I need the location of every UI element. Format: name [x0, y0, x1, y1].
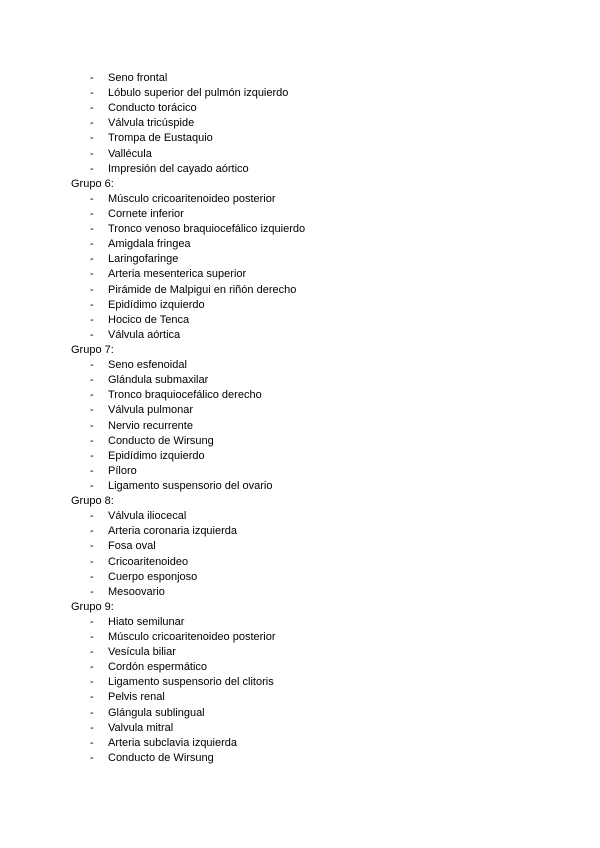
- list-item-text: Seno esfenoidal: [108, 359, 187, 372]
- bullet-dash: -: [90, 691, 94, 704]
- group-heading: Grupo 7:: [71, 343, 114, 356]
- bullet-dash: -: [90, 721, 94, 734]
- list-item: [0, 403, 600, 418]
- list-item-text: Músculo cricoaritenoideo posterior: [108, 192, 276, 205]
- list-item: [0, 192, 600, 207]
- list-item-text: Píloro: [108, 464, 137, 477]
- list-item: [0, 615, 600, 630]
- bullet-dash: -: [90, 676, 94, 689]
- list-item-text: Pelvis renal: [108, 691, 165, 704]
- bullet-dash: -: [90, 540, 94, 553]
- list-item: [0, 645, 600, 660]
- list-item-text: Vesícula biliar: [108, 646, 176, 659]
- bullet-dash: -: [90, 706, 94, 719]
- list-item: [0, 419, 600, 434]
- list-item: [0, 736, 600, 751]
- bullet-dash: -: [90, 555, 94, 568]
- list-item: [0, 298, 600, 313]
- list-item-text: Valvula mitral: [108, 721, 174, 734]
- list-item-text: Válvula iliocecal: [108, 510, 187, 523]
- document-page: [0, 71, 600, 766]
- bullet-dash: -: [90, 223, 94, 236]
- list-item-text: Hiato semilunar: [108, 615, 185, 628]
- list-item-text: Cricoaritenoideo: [108, 555, 189, 568]
- list-item: [0, 706, 600, 721]
- group-section: [0, 600, 600, 766]
- list-item-text: Cordón espermático: [108, 661, 208, 674]
- bullet-dash: -: [90, 117, 94, 130]
- list-item-text: Cuerpo esponjoso: [108, 570, 198, 583]
- list-item: [0, 358, 600, 373]
- list-item: [0, 675, 600, 690]
- bullet-dash: -: [90, 207, 94, 220]
- list-item: [0, 373, 600, 388]
- list-item-text: Glándula submaxilar: [108, 374, 209, 387]
- bullet-dash: -: [90, 374, 94, 387]
- list-item: [0, 86, 600, 101]
- list-item-text: Ligamento suspensorio del ovario: [108, 479, 273, 492]
- bullet-dash: -: [90, 570, 94, 583]
- list-item: [0, 131, 600, 146]
- list-item-text: Vallécula: [108, 147, 152, 160]
- list-item-text: Laringofaringe: [108, 253, 179, 266]
- list-item-text: Hocico de Tenca: [108, 313, 190, 326]
- bullet-dash: -: [90, 615, 94, 628]
- list-item: [0, 690, 600, 705]
- bullet-dash: -: [90, 298, 94, 311]
- bullet-dash: -: [90, 147, 94, 160]
- list-item-text: Fosa oval: [108, 540, 156, 553]
- list-item: [0, 570, 600, 585]
- list-item-text: Válvula aórtica: [108, 328, 181, 341]
- list-item: [0, 555, 600, 570]
- list-item-text: Tronco venoso braquiocefálico izquierdo: [108, 223, 306, 236]
- list-item: [0, 434, 600, 449]
- bullet-dash: -: [90, 72, 94, 84]
- list-item-text: Amigdala fringea: [108, 238, 191, 251]
- bullet-dash: -: [90, 646, 94, 659]
- list-item: [0, 479, 600, 494]
- group-section: [0, 343, 600, 494]
- list-item: [0, 630, 600, 645]
- group-heading: Grupo 6:: [71, 177, 114, 190]
- bullet-dash: -: [90, 631, 94, 644]
- list-item-text: Conducto de Wirsung: [108, 751, 214, 764]
- bullet-dash: -: [90, 389, 94, 402]
- list-item-text: Tronco braquiocefálico derecho: [108, 389, 262, 402]
- list-item-text: Válvula pulmonar: [108, 404, 193, 417]
- bullet-dash: -: [90, 479, 94, 492]
- bullet-dash: -: [90, 238, 94, 251]
- bullet-dash: -: [90, 434, 94, 447]
- bullet-dash: -: [90, 192, 94, 205]
- bullet-dash: -: [90, 102, 94, 115]
- list-item: [0, 585, 600, 600]
- bullet-dash: -: [90, 359, 94, 372]
- list-item-text: Conducto de Wirsung: [108, 434, 214, 447]
- bullet-dash: -: [90, 510, 94, 523]
- list-item-text: Arteria coronaria izquierda: [108, 525, 238, 538]
- bullet-dash: -: [90, 268, 94, 281]
- list-item: [0, 524, 600, 539]
- list-item-text: Epidídimo izquierdo: [108, 298, 205, 311]
- list-item: [0, 162, 600, 177]
- list-item: [0, 721, 600, 736]
- list-item: [0, 464, 600, 479]
- list-item: [0, 660, 600, 675]
- list-item-text: Ligamento suspensorio del clitoris: [108, 676, 274, 689]
- bullet-dash: -: [90, 328, 94, 341]
- list-item: [0, 101, 600, 116]
- bullet-dash: -: [90, 751, 94, 764]
- list-item-text: Lóbulo superior del pulmón izquierdo: [108, 87, 289, 100]
- bullet-dash: -: [90, 585, 94, 598]
- list-item: [0, 539, 600, 554]
- bullet-dash: -: [90, 87, 94, 100]
- list-item-text: Músculo cricoaritenoideo posterior: [108, 631, 276, 644]
- list-item-text: Impresión del cayado aórtico: [108, 162, 249, 175]
- list-item: [0, 751, 600, 766]
- bullet-dash: -: [90, 464, 94, 477]
- list-item-text: Pirámide de Malpigui en riñón derecho: [108, 283, 297, 296]
- list-item: [0, 222, 600, 237]
- list-item: [0, 449, 600, 464]
- list-item: [0, 388, 600, 403]
- bullet-dash: -: [90, 132, 94, 145]
- list-item-text: Cornete inferior: [108, 207, 184, 220]
- list-item-text: Mesoovario: [108, 585, 165, 598]
- bullet-dash: -: [90, 449, 94, 462]
- bullet-dash: -: [90, 283, 94, 296]
- list-item-text: Glángula sublingual: [108, 706, 205, 719]
- group-section: [0, 71, 600, 177]
- list-item: [0, 71, 600, 86]
- bullet-dash: -: [90, 162, 94, 175]
- list-item: [0, 313, 600, 328]
- list-item-text: Válvula tricúspide: [108, 117, 195, 130]
- list-item-text: Seno frontal: [108, 72, 168, 84]
- group-section: [0, 177, 600, 343]
- list-item: [0, 237, 600, 252]
- bullet-dash: -: [90, 661, 94, 674]
- bullet-dash: -: [90, 313, 94, 326]
- list-item: [0, 328, 600, 343]
- group-heading: Grupo 9:: [71, 600, 114, 613]
- list-item: [0, 509, 600, 524]
- group-section: [0, 494, 600, 600]
- list-item: [0, 116, 600, 131]
- group-heading: Grupo 8:: [71, 495, 114, 508]
- bullet-dash: -: [90, 736, 94, 749]
- bullet-dash: -: [90, 525, 94, 538]
- list-item: [0, 147, 600, 162]
- list-item: [0, 267, 600, 282]
- list-item: [0, 207, 600, 222]
- bullet-dash: -: [90, 404, 94, 417]
- list-item-text: Conducto torácico: [108, 102, 197, 115]
- list-item-text: Arteria subclavia izquierda: [108, 736, 238, 749]
- list-item: [0, 283, 600, 298]
- bullet-dash: -: [90, 419, 94, 432]
- bullet-dash: -: [90, 253, 94, 266]
- list-item-text: Nervio recurrente: [108, 419, 193, 432]
- list-item: [0, 252, 600, 267]
- list-item-text: Arteria mesenterica superior: [108, 268, 247, 281]
- list-item-text: Epidídimo izquierdo: [108, 449, 205, 462]
- list-item-text: Trompa de Eustaquio: [108, 132, 213, 145]
